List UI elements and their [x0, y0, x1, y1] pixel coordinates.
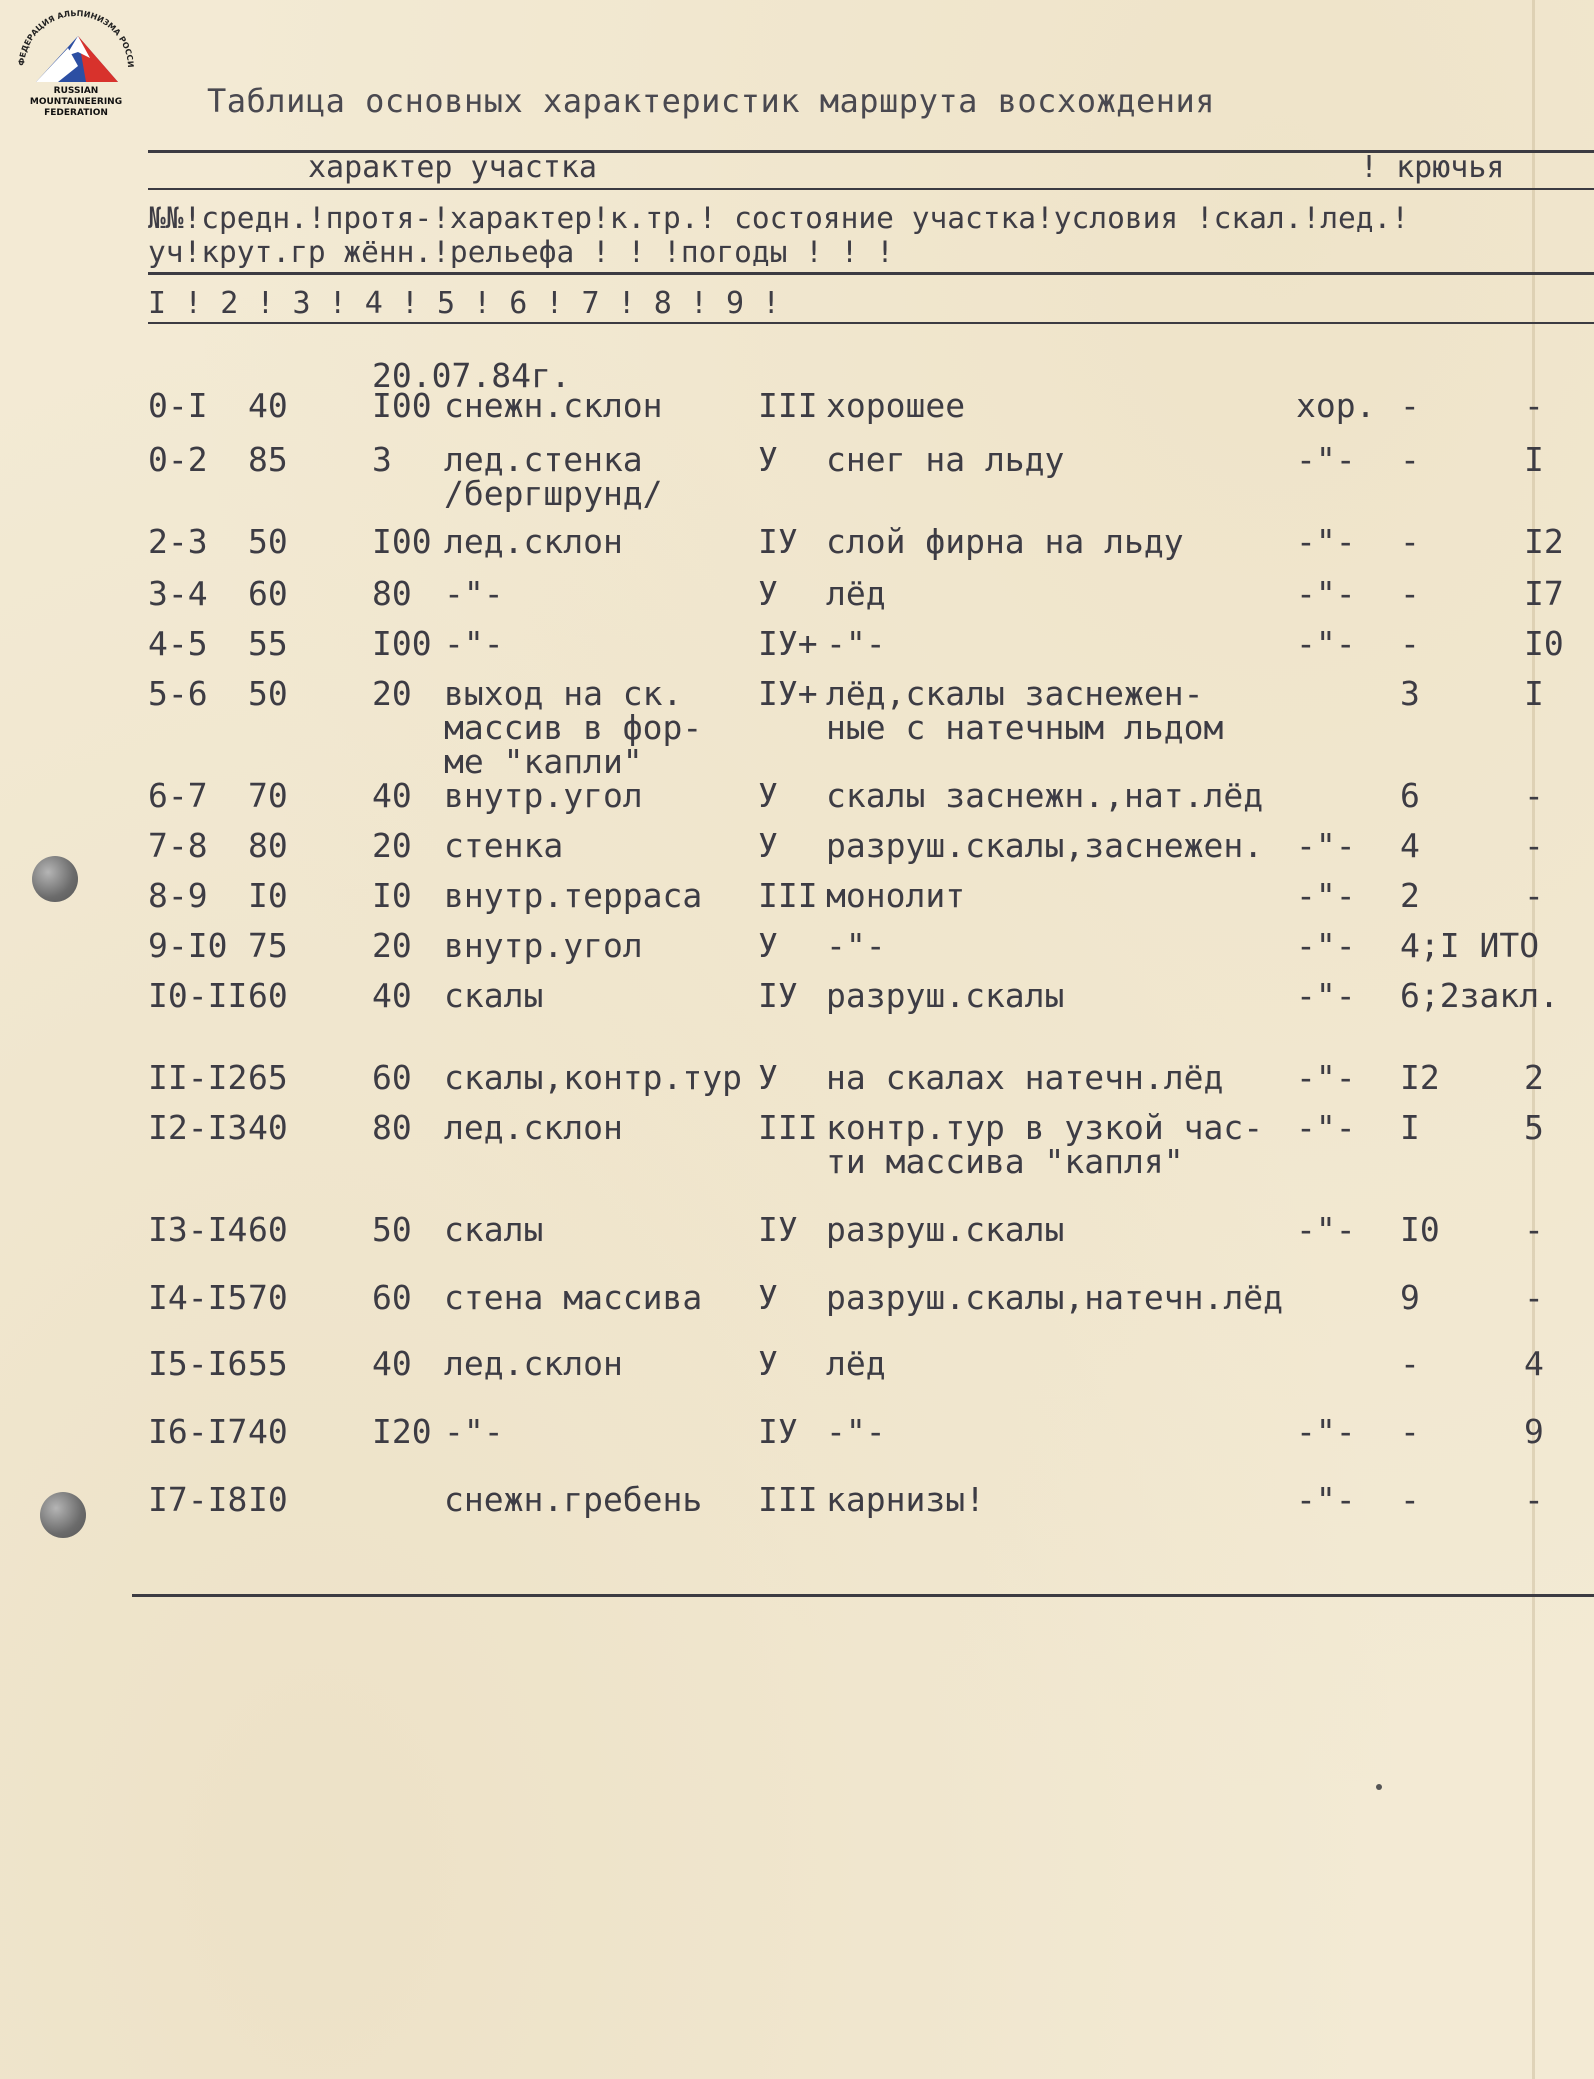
cell-steepness: 50	[248, 674, 288, 713]
mountain-emblem-icon	[6, 6, 146, 86]
cell-ice-pitons: I	[1524, 674, 1544, 713]
cell-length: 40	[372, 1344, 412, 1383]
cell-relief: внутр.угол	[444, 926, 643, 965]
cell-difficulty: У	[758, 826, 778, 865]
cell-weather: -"-	[1296, 976, 1356, 1015]
cell-section: 9-I0	[148, 926, 228, 965]
cell-section: 0-2	[148, 440, 208, 479]
document-title: Таблица основных характеристик маршрута восхождения	[207, 82, 1216, 120]
logo-text-federation: FEDERATION	[44, 108, 108, 118]
cell-ice-pitons: I7	[1524, 574, 1564, 613]
page-fold-line	[1532, 0, 1535, 2079]
cell-condition: лёд,скалы заснежен-	[826, 674, 1204, 713]
cell-steepness: 60	[248, 976, 288, 1015]
cell-rock-pitons: I0	[1400, 1210, 1440, 1249]
cell-steepness: 70	[248, 1278, 288, 1317]
cell-difficulty: III	[758, 386, 818, 425]
cell-steepness: 65	[248, 1058, 288, 1097]
cell-length: 80	[372, 1108, 412, 1147]
cell-difficulty: III	[758, 1108, 818, 1147]
cell-section: 2-3	[148, 522, 208, 561]
cell-difficulty: У	[758, 1344, 778, 1383]
cell-steepness: 70	[248, 776, 288, 815]
cell-ice-pitons: -	[1524, 1210, 1544, 1249]
cell-section: 4-5	[148, 624, 208, 663]
cell-section: I6-I7	[148, 1412, 248, 1451]
cell-relief: снежн.склон	[444, 386, 663, 425]
cell-relief: лед.склон	[444, 1344, 623, 1383]
cell-ice-pitons: -	[1524, 876, 1544, 915]
cell-rock-pitons: -	[1400, 522, 1420, 561]
cell-rock-pitons: -	[1400, 624, 1420, 663]
cell-condition: -"-	[826, 926, 886, 965]
header-group-rule	[148, 188, 1594, 190]
cell-ice-pitons: 4	[1524, 1344, 1544, 1383]
cell-length: 40	[372, 976, 412, 1015]
cell-relief: -"-	[444, 574, 504, 613]
cell-section: II-I2	[148, 1058, 248, 1097]
cell-weather: -"-	[1296, 1412, 1356, 1451]
cell-condition: разруш.скалы	[826, 1210, 1065, 1249]
cell-ice-pitons: I0	[1524, 624, 1564, 663]
cell-rock-pitons: 4	[1400, 826, 1420, 865]
cell-rock-pitons: -	[1400, 1412, 1420, 1451]
header-row-1: №№!средн.!протя-!характер!к.тр.! состояние участка!условия !скал.!лед.!	[148, 201, 1409, 235]
cell-ice-pitons: -	[1524, 776, 1544, 815]
cell-difficulty: III	[758, 876, 818, 915]
cell-length: I00	[372, 522, 432, 561]
cell-ice-pitons: -	[1524, 386, 1544, 425]
cell-steepness: 40	[248, 386, 288, 425]
logo-text-mountaineering: MOUNTAINEERING	[29, 97, 123, 107]
cell-relief: снежн.гребень	[444, 1480, 703, 1519]
cell-steepness: 55	[248, 624, 288, 663]
cell-condition: разруш.скалы,натечн.лёд	[826, 1278, 1283, 1317]
logo-text-russian: RUSSIAN	[53, 86, 99, 96]
cell-rock-pitons: -	[1400, 1344, 1420, 1383]
header-numbers-rule	[148, 322, 1594, 324]
cell-rock-pitons: 6;2закл.	[1400, 976, 1559, 1015]
cell-relief: -"-	[444, 624, 504, 663]
cell-rock-pitons: I	[1400, 1108, 1420, 1147]
cell-difficulty: III	[758, 1480, 818, 1519]
cell-steepness: 75	[248, 926, 288, 965]
cell-difficulty: IУ	[758, 1412, 798, 1451]
cell-relief-continued: массив в фор-	[444, 708, 703, 747]
cell-length: I00	[372, 624, 432, 663]
federation-logo	[6, 6, 146, 124]
cell-weather: -"-	[1296, 876, 1356, 915]
cell-steepness: 40	[248, 1412, 288, 1451]
cell-condition: монолит	[826, 876, 966, 915]
cell-length: I20	[372, 1412, 432, 1451]
cell-difficulty: IУ+	[758, 624, 818, 663]
cell-steepness: 60	[248, 574, 288, 613]
cell-section: I0-II	[148, 976, 248, 1015]
cell-difficulty: IУ	[758, 1210, 798, 1249]
cell-ice-pitons: 9	[1524, 1412, 1544, 1451]
cell-weather: -"-	[1296, 1210, 1356, 1249]
cell-rock-pitons: I2	[1400, 1058, 1440, 1097]
cell-steepness: 40	[248, 1108, 288, 1147]
cell-condition: снег на льду	[826, 440, 1065, 479]
cell-weather: хор.	[1296, 386, 1376, 425]
cell-section: I3-I4	[148, 1210, 248, 1249]
cell-difficulty: IУ	[758, 976, 798, 1015]
cell-difficulty: У	[758, 1278, 778, 1317]
cell-length: 60	[372, 1058, 412, 1097]
cell-relief: внутр.терраса	[444, 876, 703, 915]
cell-condition: скалы заснежн.,нат.лёд	[826, 776, 1264, 815]
cell-difficulty: IУ+	[758, 674, 818, 713]
cell-length: I00	[372, 386, 432, 425]
cell-length: 60	[372, 1278, 412, 1317]
header-column-numbers: I ! 2 ! 3 ! 4 ! 5 ! 6 ! 7 ! 8 ! 9 !	[148, 286, 781, 321]
cell-ice-pitons: I2	[1524, 522, 1564, 561]
cell-section: 0-I	[148, 386, 208, 425]
cell-relief: выход на ск.	[444, 674, 683, 713]
cell-section: 3-4	[148, 574, 208, 613]
punch-hole-upper	[32, 856, 78, 902]
cell-condition: контр.тур в узкой час-	[826, 1108, 1264, 1147]
cell-length: 50	[372, 1210, 412, 1249]
cell-length: 20	[372, 674, 412, 713]
cell-length: 20	[372, 926, 412, 965]
cell-relief: -"-	[444, 1412, 504, 1451]
cell-rock-pitons: 9	[1400, 1278, 1420, 1317]
cell-ice-pitons: -	[1524, 826, 1544, 865]
header-bottom-rule	[148, 272, 1594, 275]
cell-condition-continued: ти массива "капля"	[826, 1142, 1184, 1181]
cell-difficulty: У	[758, 1058, 778, 1097]
cell-length: 20	[372, 826, 412, 865]
cell-ice-pitons: 2	[1524, 1058, 1544, 1097]
cell-steepness: I0	[248, 876, 288, 915]
cell-rock-pitons: -	[1400, 440, 1420, 479]
cell-ice-pitons: I	[1524, 440, 1544, 479]
cell-condition: карнизы!	[826, 1480, 985, 1519]
cell-relief: лед.склон	[444, 522, 623, 561]
cell-steepness: 85	[248, 440, 288, 479]
cell-section: I4-I5	[148, 1278, 248, 1317]
cell-weather: -"-	[1296, 1108, 1356, 1147]
ascent-date: 20.07.84г.	[372, 356, 571, 395]
cell-rock-pitons: 6	[1400, 776, 1420, 815]
cell-relief: скалы,контр.тур	[444, 1058, 743, 1097]
cell-weather: -"-	[1296, 826, 1356, 865]
cell-steepness: 60	[248, 1210, 288, 1249]
table-bottom-rule	[132, 1594, 1594, 1597]
cell-relief: стена массива	[444, 1278, 703, 1317]
punch-hole-lower	[40, 1492, 86, 1538]
cell-steepness: 80	[248, 826, 288, 865]
cell-weather: -"-	[1296, 440, 1356, 479]
cell-ice-pitons: 5	[1524, 1108, 1544, 1147]
cell-condition: разруш.скалы,заснежен.	[826, 826, 1264, 865]
cell-section: I2-I3	[148, 1108, 248, 1147]
cell-weather: -"-	[1296, 926, 1356, 965]
cell-rock-pitons: 4;I ИТО	[1400, 926, 1540, 965]
cell-difficulty: У	[758, 776, 778, 815]
cell-ice-pitons: -	[1524, 1480, 1544, 1519]
cell-section: 7-8	[148, 826, 208, 865]
cell-length: I0	[372, 876, 412, 915]
cell-relief: внутр.угол	[444, 776, 643, 815]
ink-speck	[1376, 1784, 1382, 1790]
logo-arc-text: ФЕДЕРАЦИЯ АЛЬПИНИЗМА РОССИ	[16, 8, 136, 68]
cell-weather: -"-	[1296, 1058, 1356, 1097]
header-group-pitons: ! крючья	[1360, 150, 1505, 185]
cell-condition: разруш.скалы	[826, 976, 1065, 1015]
cell-section: I7-I8	[148, 1480, 248, 1519]
cell-weather: -"-	[1296, 522, 1356, 561]
cell-steepness: I0	[248, 1480, 288, 1519]
cell-relief: стенка	[444, 826, 564, 865]
cell-relief: скалы	[444, 976, 544, 1015]
cell-section: 6-7	[148, 776, 208, 815]
cell-condition: слой фирна на льду	[826, 522, 1184, 561]
cell-difficulty: У	[758, 574, 778, 613]
cell-rock-pitons: 3	[1400, 674, 1420, 713]
cell-condition: лёд	[826, 574, 886, 613]
cell-difficulty: У	[758, 926, 778, 965]
cell-length: 3	[372, 440, 392, 479]
cell-relief-continued: ме "капли"	[444, 742, 643, 781]
cell-rock-pitons: 2	[1400, 876, 1420, 915]
header-row-2: уч!крут.гр жённ.!рельефа ! ! !погоды ! ! !	[148, 235, 894, 269]
cell-length: 80	[372, 574, 412, 613]
cell-relief: лед.стенка	[444, 440, 643, 479]
cell-condition: -"-	[826, 1412, 886, 1451]
cell-steepness: 55	[248, 1344, 288, 1383]
cell-difficulty: У	[758, 440, 778, 479]
cell-weather: -"-	[1296, 624, 1356, 663]
cell-relief-continued: /бергшрунд/	[444, 474, 663, 513]
cell-relief: скалы	[444, 1210, 544, 1249]
cell-weather: -"-	[1296, 574, 1356, 613]
cell-condition-continued: ные с натечным льдом	[826, 708, 1224, 747]
cell-rock-pitons: -	[1400, 574, 1420, 613]
cell-rock-pitons: -	[1400, 1480, 1420, 1519]
cell-condition: -"-	[826, 624, 886, 663]
cell-length: 40	[372, 776, 412, 815]
cell-ice-pitons: -	[1524, 1278, 1544, 1317]
cell-steepness: 50	[248, 522, 288, 561]
cell-difficulty: IУ	[758, 522, 798, 561]
cell-condition: хорошее	[826, 386, 966, 425]
cell-section: I5-I6	[148, 1344, 248, 1383]
cell-rock-pitons: -	[1400, 386, 1420, 425]
cell-condition: на скалах натечн.лёд	[826, 1058, 1224, 1097]
cell-section: 5-6	[148, 674, 208, 713]
cell-condition: лёд	[826, 1344, 886, 1383]
cell-weather: -"-	[1296, 1480, 1356, 1519]
cell-section: 8-9	[148, 876, 208, 915]
cell-relief: лед.склон	[444, 1108, 623, 1147]
header-group-characteristic: характер участка	[308, 150, 597, 185]
